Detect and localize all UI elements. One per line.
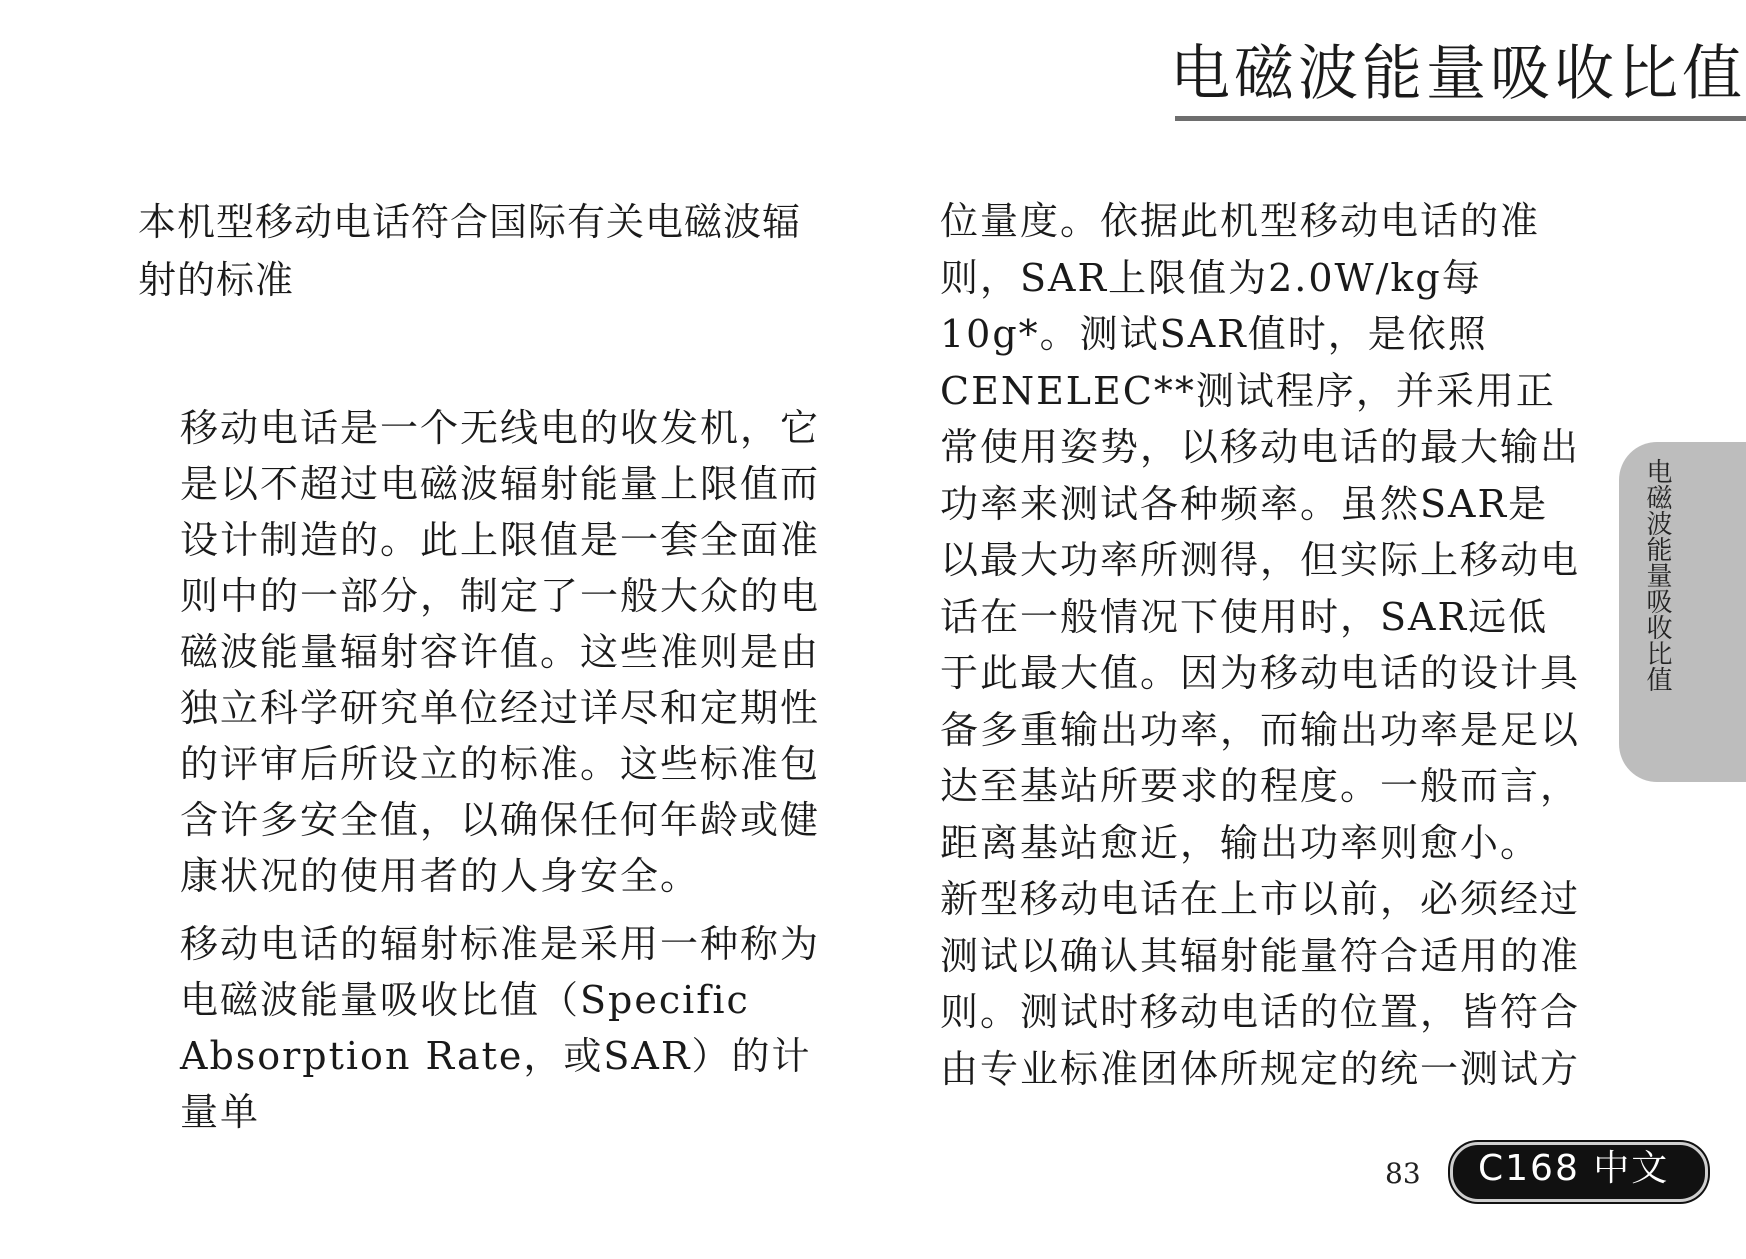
- title-underline: [1175, 116, 1746, 121]
- page-number: 83: [1385, 1157, 1421, 1190]
- paragraph: 新型移动电话在上市以前，必须经过测试以确认其辐射能量符合适用的准则。测试时移动电话的位置，皆符合由专业标准团体所规定的统一测试方: [940, 877, 1581, 1091]
- paragraph: 移动电话的辐射标准是采用一种称为电磁波能量吸收比值（Specific Absorption Rate，或SAR）的计量单: [180, 922, 821, 1134]
- paragraph: 位量度。依据此机型移动电话的准则，SAR上限值为2.0W/kg每10g*。测试SAR值时，是依照CENELEC**测试程序，并采用正常使用姿势，以移动电话的最大输出功率来测试各种频率。虽然SAR是以最大功率所测得，但实际上移动电话在一般情况下使用时，SAR远低于此最大值。因为移动电话的设计具备多重输出功率，而输出功率是足以达至基站所要求的程度。一般而言，距离基站愈近，输出功率则愈小。: [940, 199, 1581, 865]
- intro-statement: 本机型移动电话符合国际有关电磁波辐射的标准: [138, 200, 802, 302]
- paragraph: 移动电话是一个无线电的收发机，它是以不超过电磁波辐射能量上限值而设计制造的。此上限值是一套全面准则中的一部分，制定了一般大众的电磁波能量辐射容许值。这些准则是由独立科学研究单位经过详尽和定期性的评审后所设立的标准。这些标准包含许多安全值，以确保任何年龄或健康状况的使用者的人身安全。: [180, 406, 821, 898]
- section-side-tab-label: 电磁波能量吸收比值: [1642, 458, 1672, 692]
- model-badge-label: C168 中文: [1478, 1148, 1670, 1189]
- left-column: [180, 400, 830, 1152]
- page-title: 电磁波能量吸收比值: [1170, 39, 1746, 109]
- right-column: [940, 193, 1580, 1097]
